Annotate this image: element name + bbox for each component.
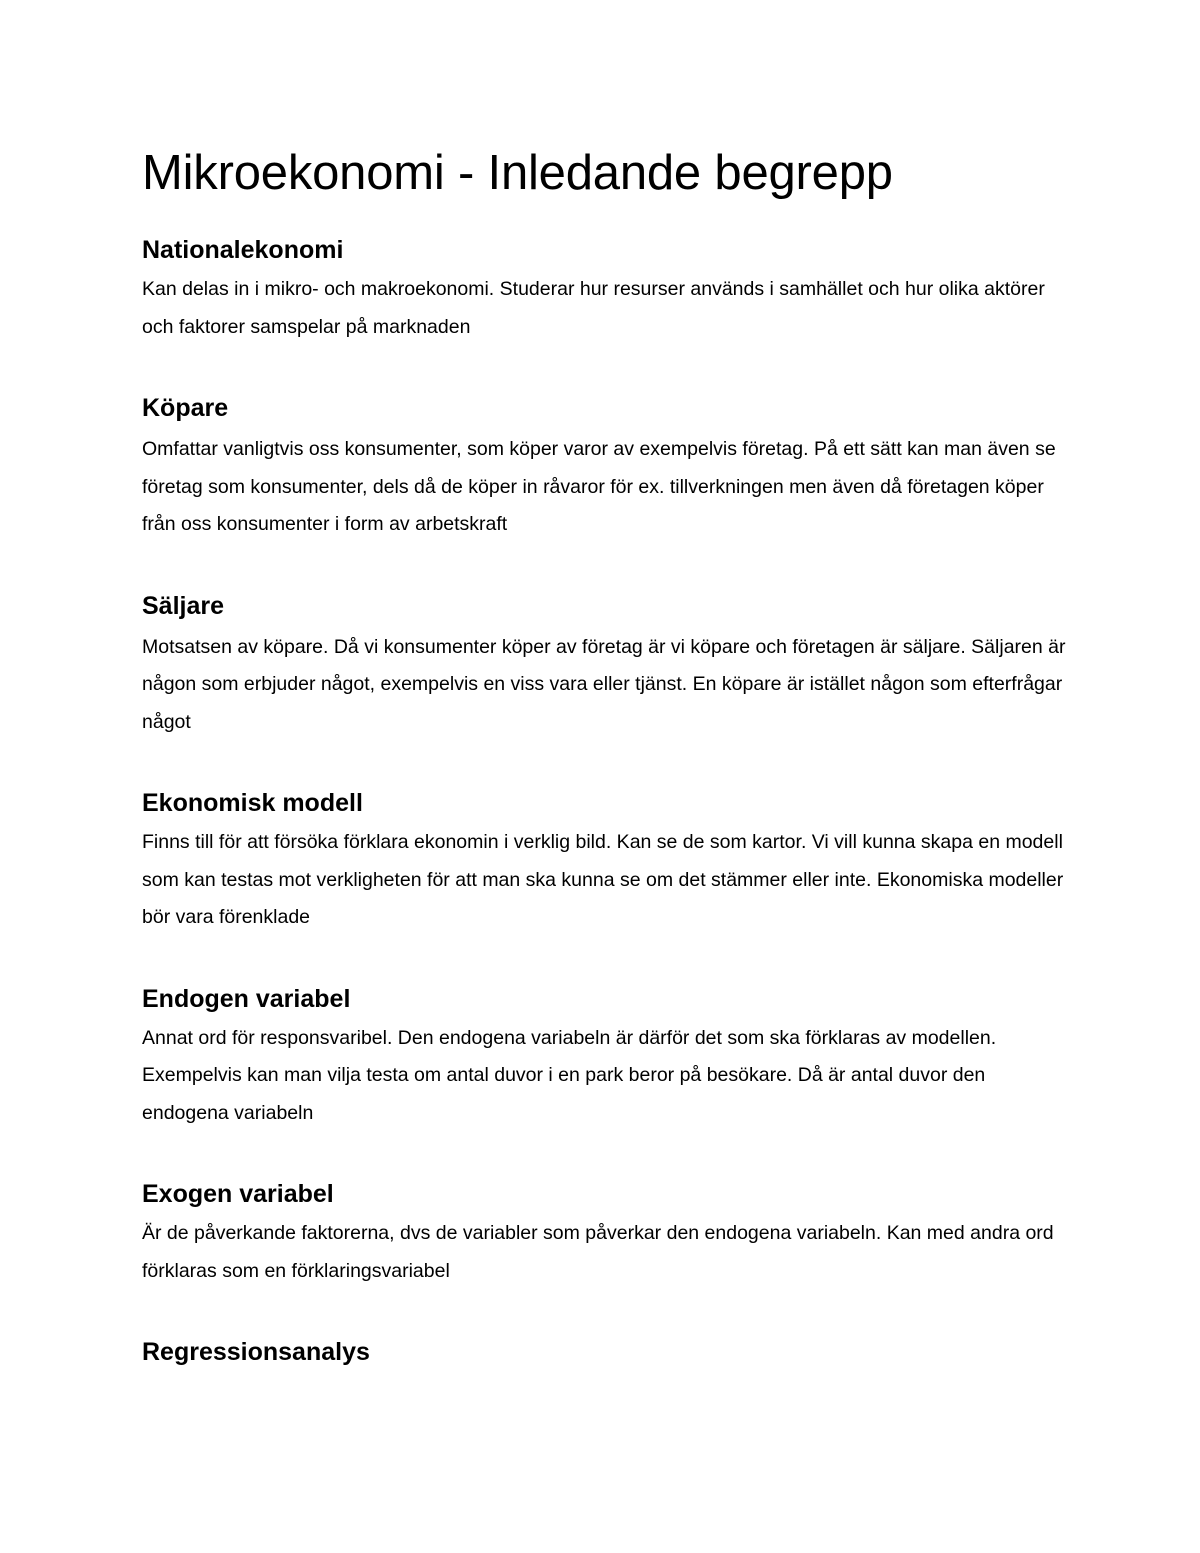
section-heading: Regressionsanalys bbox=[142, 1338, 370, 1366]
section-heading: Exogen variabel bbox=[142, 1180, 334, 1208]
section-body: Kan delas in i mikro- och makroekonomi. Studerar hur resurser används i samhället och hur olika aktörer och faktorer samspelar på marknaden bbox=[142, 278, 1045, 338]
section-body: Annat ord för responsvaribel. Den endogena variabeln är därför det som ska förklaras av modellen. Exempelvis kan man vilja testa om antal duvor i en park beror på besökare. Då är antal duvor den endogena variabeln bbox=[142, 1026, 997, 1124]
section-body: Omfattar vanligtvis oss konsumenter, som köper varor av exempelvis företag. På ett sätt kan man även se företag som konsumenter, dels då de köper in råvaror för ex. tillverkningen men även då företagen köper från oss konsumenter i form av arbetskraft bbox=[142, 438, 1056, 535]
document-content bbox=[142, 141, 1072, 1370]
document-title: Mikroekonomi - Inledande begrepp bbox=[142, 146, 893, 200]
section-body: Är de påverkande faktorerna, dvs de variabler som påverkar den endogena variabeln. Kan med andra ord förklaras som en förklaringsvariabel bbox=[142, 1222, 1054, 1282]
section-endogen-variabel bbox=[142, 981, 1072, 1133]
section-kopare bbox=[142, 390, 1072, 544]
section-nationalekonomi bbox=[142, 232, 1072, 346]
section-body: Finns till för att försöka förklara ekonomin i verklig bild. Kan se de som kartor. Vi vill kunna skapa en modell som kan testas mot verkligheten för att man ska kunna se om det stämmer eller inte. Ekonomiska modeller bör vara förenklade bbox=[142, 831, 1064, 928]
section-regressionsanalys bbox=[142, 1334, 1072, 1370]
section-heading: Nationalekonomi bbox=[142, 236, 344, 264]
section-heading: Säljare bbox=[142, 591, 225, 620]
section-heading: Endogen variabel bbox=[142, 984, 351, 1013]
section-exogen-variabel bbox=[142, 1176, 1072, 1290]
section-body: Motsatsen av köpare. Då vi konsumenter köper av företag är vi köpare och företagen är säljare. Säljaren är någon som erbjuder något, exempelvis en viss vara eller tjänst. En köpare är istället någon som efterfrågar något bbox=[142, 635, 1066, 733]
section-heading: Köpare bbox=[142, 394, 229, 422]
section-ekonomisk-modell bbox=[142, 785, 1072, 937]
section-saljare bbox=[142, 588, 1072, 742]
section-heading: Ekonomisk modell bbox=[142, 789, 363, 817]
